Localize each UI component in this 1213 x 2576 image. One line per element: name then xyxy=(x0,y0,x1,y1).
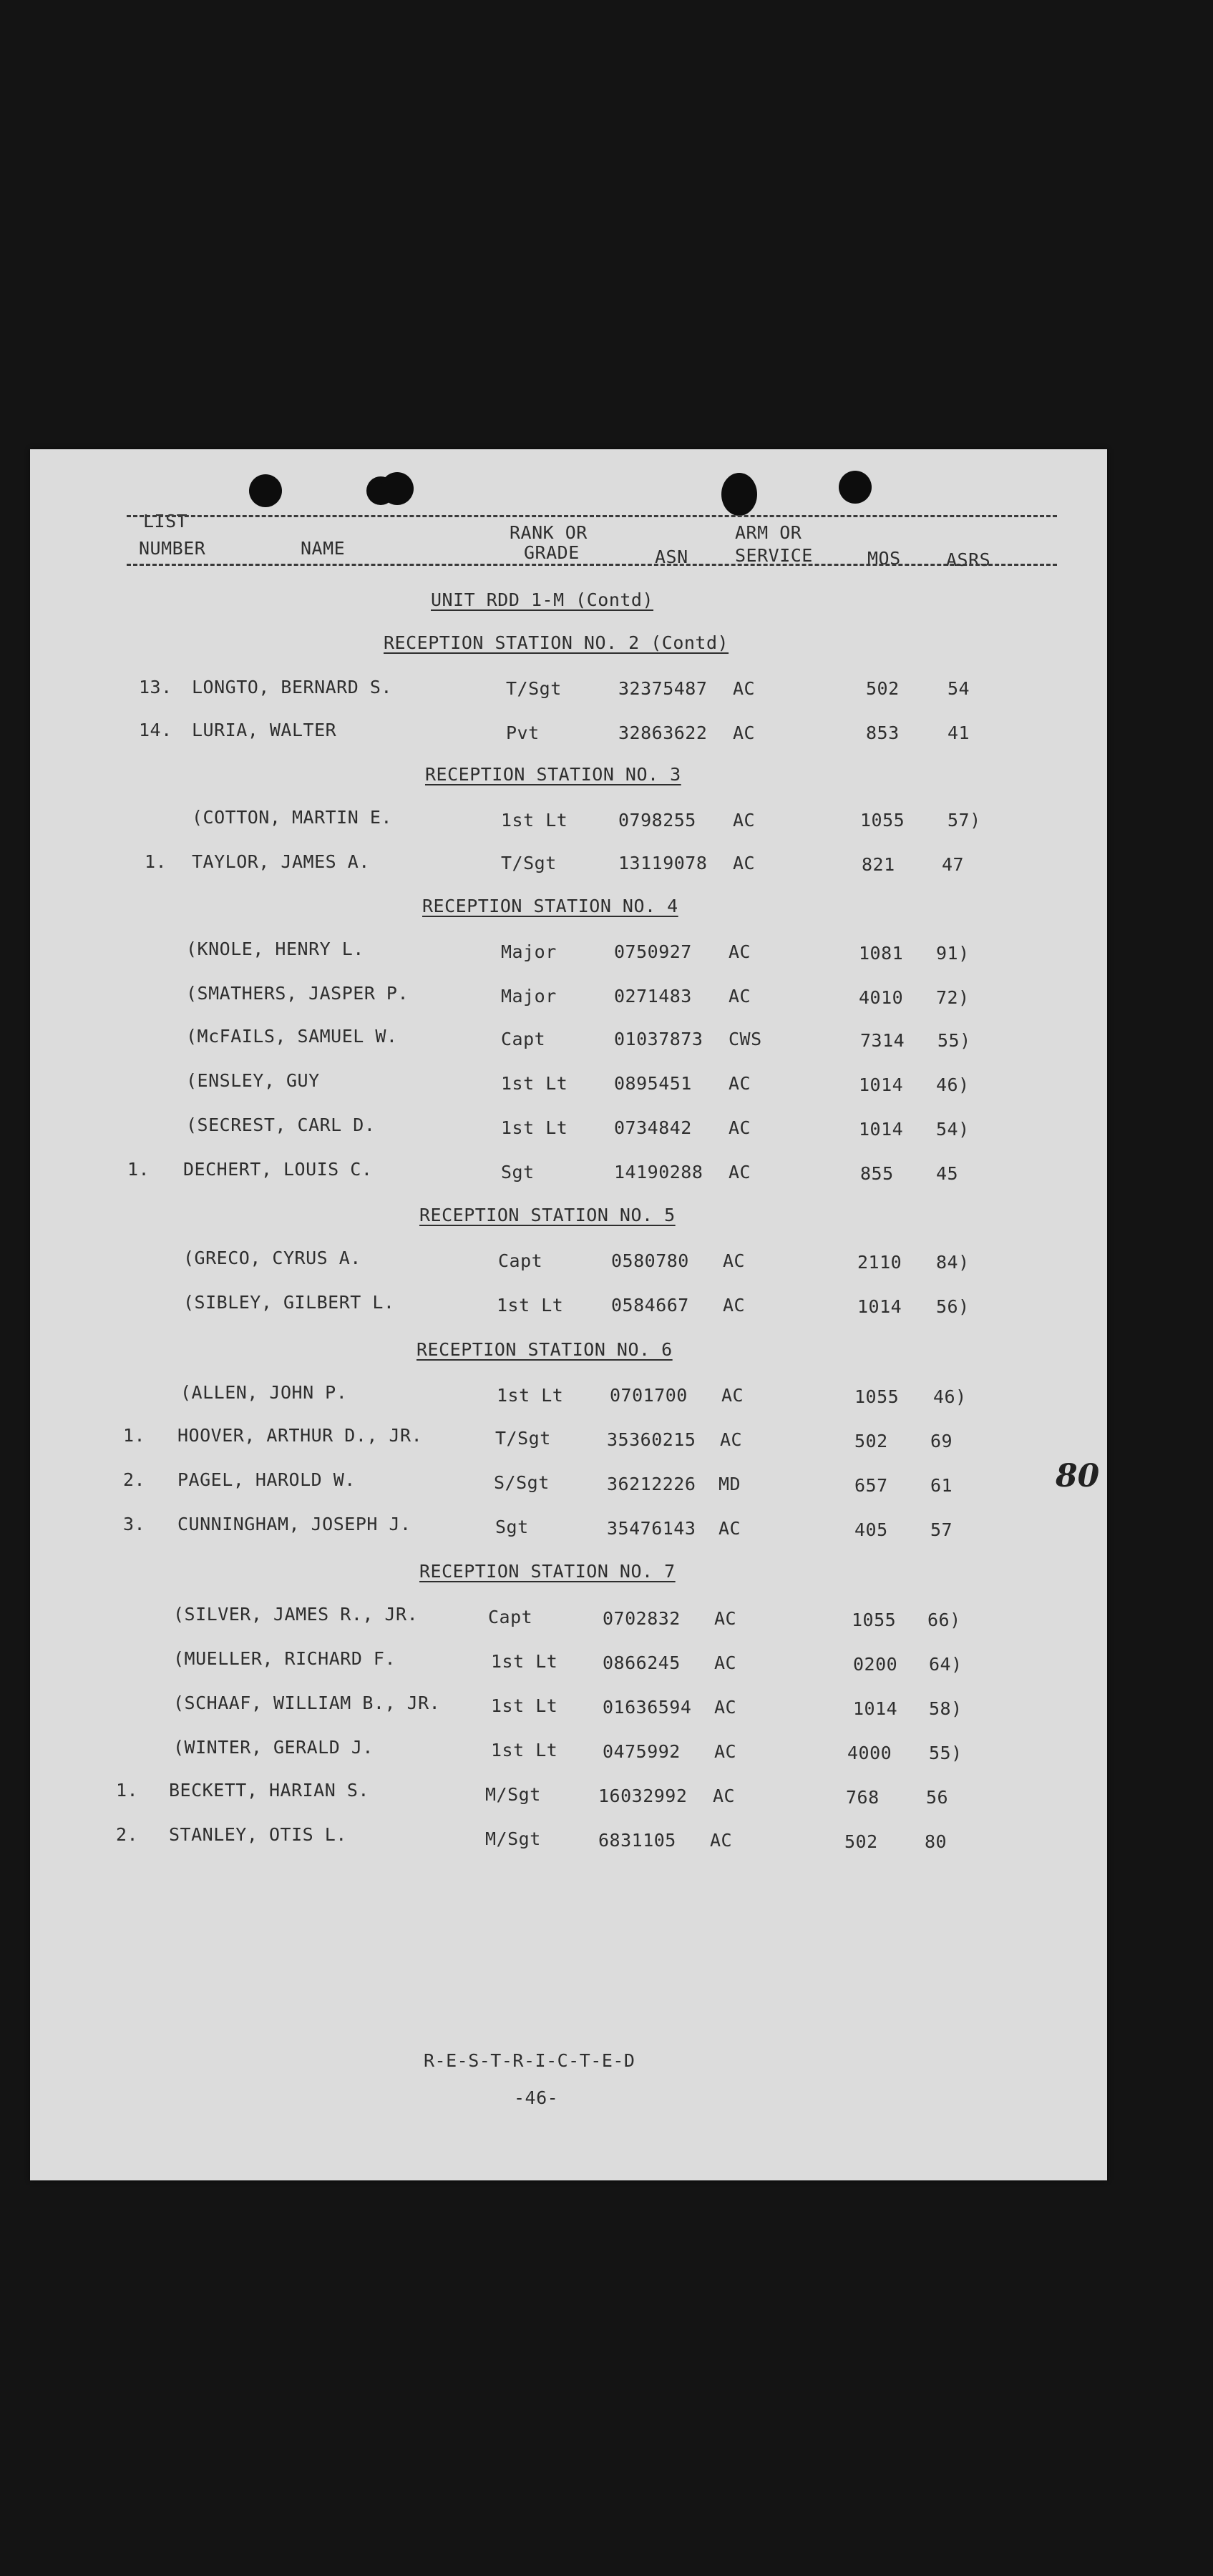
row-name: PAGEL, HAROLD W. xyxy=(177,1469,356,1490)
row-asn: 0734842 xyxy=(614,1117,692,1138)
row-asn: 0584667 xyxy=(611,1295,689,1316)
row-name: HOOVER, ARTHUR D., JR. xyxy=(177,1425,423,1446)
section-title: RECEPTION STATION NO. 2 (Contd) xyxy=(384,632,729,653)
row-asn: 0580780 xyxy=(611,1250,689,1271)
row-rank: T/Sgt xyxy=(495,1428,551,1449)
row-mos: 502 xyxy=(866,678,900,699)
row-asn: 13119078 xyxy=(618,853,708,873)
row-arm: CWS xyxy=(729,1029,762,1049)
unit-title: UNIT RDD 1-M (Contd) xyxy=(431,589,654,610)
row-number: 2. xyxy=(116,1824,139,1845)
row-asrs: 64) xyxy=(929,1654,963,1675)
row-asrs: 55) xyxy=(937,1030,971,1051)
row-mos: 657 xyxy=(854,1475,888,1496)
section-title: RECEPTION STATION NO. 3 xyxy=(425,764,681,785)
margin-page-note: 80 xyxy=(1056,1458,1100,1494)
row-asrs: 61 xyxy=(930,1475,953,1496)
row-asn: 32863622 xyxy=(618,723,708,743)
row-name: TAYLOR, JAMES A. xyxy=(192,851,370,872)
row-mos: 4010 xyxy=(859,987,904,1008)
row-name: CUNNINGHAM, JOSEPH J. xyxy=(177,1514,411,1534)
row-name: (SIBLEY, GILBERT L. xyxy=(183,1292,395,1313)
row-name: (SILVER, JAMES R., JR. xyxy=(173,1604,419,1625)
row-asrs: 54) xyxy=(936,1119,970,1140)
row-name: (GRECO, CYRUS A. xyxy=(183,1248,361,1268)
row-mos: 768 xyxy=(846,1787,880,1808)
row-asn: 0475992 xyxy=(603,1741,681,1762)
section-title: RECEPTION STATION NO. 6 xyxy=(416,1339,673,1360)
row-rank: Capt xyxy=(488,1607,533,1627)
row-asrs: 58) xyxy=(929,1698,963,1719)
row-rank: Pvt xyxy=(506,723,540,743)
row-asn: 0271483 xyxy=(614,986,692,1007)
header-arm-line1: ARM OR xyxy=(735,522,802,543)
row-asrs: 66) xyxy=(927,1610,961,1630)
row-rank: Sgt xyxy=(495,1517,529,1537)
row-name: (SECREST, CARL D. xyxy=(186,1115,376,1135)
row-arm: AC xyxy=(720,1429,743,1450)
row-asn: 6831105 xyxy=(598,1830,676,1851)
row-rank: Sgt xyxy=(501,1162,535,1182)
row-asrs: 80 xyxy=(925,1831,947,1852)
row-asn: 01037873 xyxy=(614,1029,703,1049)
punch-hole xyxy=(249,474,282,507)
row-asn: 35360215 xyxy=(607,1429,696,1450)
row-asn: 0798255 xyxy=(618,810,696,831)
row-number: 13. xyxy=(139,677,172,697)
row-rank: 1st Lt xyxy=(501,1073,568,1094)
row-asrs: 56 xyxy=(926,1787,949,1808)
header-arm-line2: SERVICE xyxy=(735,545,813,566)
row-arm: AC xyxy=(714,1608,737,1629)
row-asn: 36212226 xyxy=(607,1474,696,1494)
row-name: STANLEY, OTIS L. xyxy=(169,1824,347,1845)
row-mos: 1014 xyxy=(859,1119,904,1140)
section-title: RECEPTION STATION NO. 7 xyxy=(419,1561,676,1582)
row-name: LONGTO, BERNARD S. xyxy=(192,677,392,697)
row-name: (KNOLE, HENRY L. xyxy=(186,939,364,959)
page-number: -46- xyxy=(514,2087,559,2108)
row-rank: 1st Lt xyxy=(497,1295,564,1316)
row-asrs: 57 xyxy=(930,1519,953,1540)
row-asrs: 91) xyxy=(936,943,970,964)
classification-marking: R-E-S-T-R-I-C-T-E-D xyxy=(424,2050,635,2071)
row-rank: 1st Lt xyxy=(501,810,568,831)
row-name: (COTTON, MARTIN E. xyxy=(192,807,392,828)
row-arm: AC xyxy=(710,1830,733,1851)
row-name: (McFAILS, SAMUEL W. xyxy=(186,1026,398,1047)
row-asn: 35476143 xyxy=(607,1518,696,1539)
row-asrs: 41 xyxy=(947,723,970,743)
row-mos: 405 xyxy=(854,1519,888,1540)
row-arm: AC xyxy=(714,1697,737,1718)
row-rank: T/Sgt xyxy=(506,678,562,699)
row-asrs: 46) xyxy=(933,1386,967,1407)
section-title: RECEPTION STATION NO. 4 xyxy=(422,896,678,916)
document-page xyxy=(30,449,1107,2180)
row-name: (SCHAAF, WILLIAM B., JR. xyxy=(173,1693,441,1713)
row-arm: AC xyxy=(714,1652,737,1673)
row-arm: AC xyxy=(733,678,756,699)
row-mos: 855 xyxy=(860,1163,894,1184)
row-number: 1. xyxy=(116,1780,139,1801)
row-asn: 0895451 xyxy=(614,1073,692,1094)
row-number: 2. xyxy=(123,1469,146,1490)
row-arm: AC xyxy=(723,1250,746,1271)
row-asn: 0750927 xyxy=(614,941,692,962)
row-rank: Capt xyxy=(498,1250,543,1271)
row-mos: 502 xyxy=(844,1831,878,1852)
row-asrs: 69 xyxy=(930,1431,953,1451)
header-rank-line1: RANK OR xyxy=(510,522,588,543)
header-list-number-line1: LIST xyxy=(143,511,188,532)
row-rank: T/Sgt xyxy=(501,853,557,873)
punch-hole xyxy=(381,472,414,505)
punch-hole xyxy=(721,473,757,516)
row-arm: AC xyxy=(721,1385,744,1406)
row-number: 1. xyxy=(145,851,167,872)
row-asn: 0702832 xyxy=(603,1608,681,1629)
row-rank: 1st Lt xyxy=(491,1695,558,1716)
header-rank-line2: GRADE xyxy=(524,542,580,563)
row-mos: 1014 xyxy=(853,1698,898,1719)
header-rule-top xyxy=(127,515,1057,517)
punch-hole xyxy=(839,471,872,504)
row-rank: 1st Lt xyxy=(491,1740,558,1760)
row-rank: Capt xyxy=(501,1029,546,1049)
row-arm: AC xyxy=(713,1786,736,1806)
row-name: BECKETT, HARIAN S. xyxy=(169,1780,369,1801)
row-asrs: 57) xyxy=(947,810,981,831)
row-number: 1. xyxy=(123,1425,146,1446)
row-arm: AC xyxy=(723,1295,746,1316)
row-arm: AC xyxy=(729,941,751,962)
row-arm: MD xyxy=(718,1474,741,1494)
row-mos: 1014 xyxy=(859,1074,904,1095)
row-name: (ALLEN, JOHN P. xyxy=(180,1382,348,1403)
row-asrs: 56) xyxy=(936,1296,970,1317)
row-arm: AC xyxy=(729,986,751,1007)
row-mos: 1081 xyxy=(859,943,904,964)
row-name: (ENSLEY, GUY xyxy=(186,1070,320,1091)
row-number: 3. xyxy=(123,1514,146,1534)
section-title: RECEPTION STATION NO. 5 xyxy=(419,1205,676,1225)
header-asrs: ASRS xyxy=(946,549,991,570)
row-mos: 1014 xyxy=(857,1296,902,1317)
row-mos: 4000 xyxy=(847,1743,892,1763)
row-name: (SMATHERS, JASPER P. xyxy=(186,983,409,1004)
row-name: DECHERT, LOUIS C. xyxy=(183,1159,373,1180)
row-rank: M/Sgt xyxy=(485,1828,541,1849)
row-mos: 2110 xyxy=(857,1252,902,1273)
row-arm: AC xyxy=(733,723,756,743)
row-asn: 14190288 xyxy=(614,1162,703,1182)
row-name: LURIA, WALTER xyxy=(192,720,337,740)
row-rank: Major xyxy=(501,986,557,1007)
row-number: 1. xyxy=(127,1159,150,1180)
row-mos: 1055 xyxy=(854,1386,900,1407)
row-arm: AC xyxy=(718,1518,741,1539)
row-rank: S/Sgt xyxy=(494,1472,550,1493)
row-number: 14. xyxy=(139,720,172,740)
row-asrs: 55) xyxy=(929,1743,963,1763)
row-rank: M/Sgt xyxy=(485,1784,541,1805)
header-asn: ASN xyxy=(655,547,688,567)
row-arm: AC xyxy=(729,1117,751,1138)
row-rank: Major xyxy=(501,941,557,962)
row-mos: 821 xyxy=(862,854,895,875)
row-asn: 32375487 xyxy=(618,678,708,699)
row-rank: 1st Lt xyxy=(491,1651,558,1672)
row-asn: 01636594 xyxy=(603,1697,692,1718)
row-arm: AC xyxy=(729,1073,751,1094)
row-name: (WINTER, GERALD J. xyxy=(173,1737,374,1758)
row-mos: 7314 xyxy=(860,1030,905,1051)
row-mos: 853 xyxy=(866,723,900,743)
row-mos: 1055 xyxy=(852,1610,897,1630)
row-name: (MUELLER, RICHARD F. xyxy=(173,1648,396,1669)
row-asrs: 72) xyxy=(936,987,970,1008)
header-rule-bottom xyxy=(127,564,1057,566)
row-rank: 1st Lt xyxy=(497,1385,564,1406)
row-asrs: 84) xyxy=(936,1252,970,1273)
row-asrs: 46) xyxy=(936,1074,970,1095)
row-mos: 502 xyxy=(854,1431,888,1451)
row-asrs: 54 xyxy=(947,678,970,699)
row-arm: AC xyxy=(714,1741,737,1762)
row-asrs: 45 xyxy=(936,1163,959,1184)
row-asrs: 47 xyxy=(942,854,965,875)
header-list-number-line2: NUMBER xyxy=(139,538,206,559)
row-asn: 0866245 xyxy=(603,1652,681,1673)
row-arm: AC xyxy=(733,810,756,831)
row-mos: 1055 xyxy=(860,810,905,831)
row-mos: 0200 xyxy=(853,1654,898,1675)
header-name: NAME xyxy=(301,538,346,559)
row-arm: AC xyxy=(733,853,756,873)
header-mos: MOS xyxy=(867,548,901,569)
row-rank: 1st Lt xyxy=(501,1117,568,1138)
row-asn: 0701700 xyxy=(610,1385,688,1406)
row-asn: 16032992 xyxy=(598,1786,688,1806)
row-arm: AC xyxy=(729,1162,751,1182)
